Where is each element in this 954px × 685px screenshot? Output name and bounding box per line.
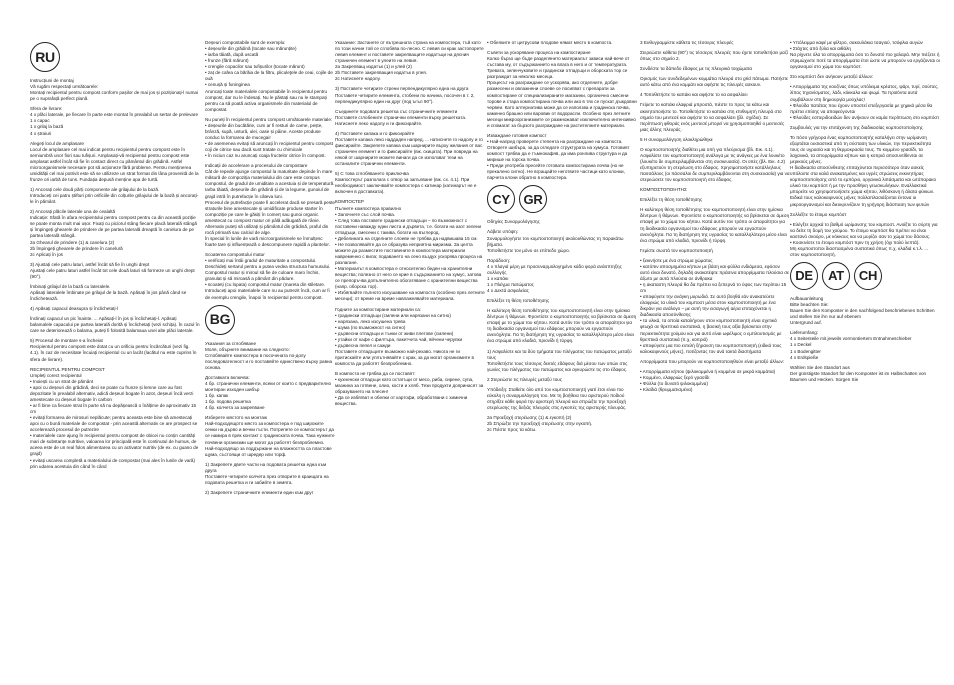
text-paragraph: 2 Στερεώστε τις πλευρές μεταξύ τους [487, 376, 563, 382]
text-paragraph: Lieferumfang: 4 x Seitenteile mit jeweils vormontiertem Entnahmeschieber 1 x Deckel 1 x Bodengitter 4 x Erdspieße [790, 330, 912, 360]
text-paragraph: 4) Apăsați capacul deasupra și înclichetați-l [30, 306, 119, 312]
country-badges [205, 305, 335, 335]
text-paragraph: Υπόδειξη: Σταθείτε όλο από τον κομποστοποιητή γιατί έτσι είναι πιο εύκολη η συναρμολόγηση του. Με τη βοήθεια του αριστερού ποδιού στηρίξτε κάθε φορά την αριστερή πλευρά και σπρώξτε την προεξοχή στερέωσης της δεξιάς πλευράς στις εγκοπές της αριστερής πλευράς. [487, 386, 627, 410]
text-paragraph: 5 Η συναρμολόγηση ολοκληρώθηκε [640, 136, 713, 142]
text-paragraph: Παράδοση: 4 x πλαγιά μέρη με προσυναρμολογημένο κάδο φορά ανάσπτηξης συλλογής 1 x καπάκι 1 x Πλέγμα πατώματος 4 x Δεκτά ασφαλείας [487, 257, 622, 293]
text-paragraph: Γεμίστε σωστά τον κομποστοποιητή [640, 247, 713, 253]
text-paragraph: ΚΟΜΠΟΣΤΟΠΟΙΗΤΗΣ [640, 187, 687, 193]
text-paragraph: Οδηγίες Συναρμολόγησης [487, 219, 540, 225]
text-paragraph: 4) Поставете капака и го фиксирайте Поставете капака леко наддаден напред, ... натиснете го надолу и го фиксирайте. Закрепете капака към шарнирите върху желания от вас страничен елемент и го фиксирайте (вж. скицата). При повреда на някой от шарнирите можете винаги да се използват тези на останалите странични елементи. [335, 130, 483, 167]
text-paragraph: Изберете мястото на монтаж Най-подходящото място за компостера е под широките сенки на дърво и вечни гъсти. Потрепете се компостерът да се намира в пряк контакт с градинската почва. Така нужните почвени организми ще могат да работят безпроблемно. Най-подходящо за поддържане на влажността са пластове щума, състоящи от шредер или торф. [205, 415, 335, 457]
text-paragraph: 5) Procesul de montare s-a încheiat Recipientul pentru compost este dotat cu un orificiu pentru încărcături (vezi fig. 4.1). În caz de necesitate încuiați recipientul cu un lacăt (lacătul nu este cuprins în sfera de livrare). [30, 338, 197, 362]
text-paragraph: Το πόσο γρήγορα ένας κομποστοποιητής καταλήγει στην ωρίμανση εξαρτάται ουσιαστικά από τη σύσταση των υλικών, την περιεκτικότητα τους σε υγρασία και τη θερμοκρασία τους. Το κομμένο γρασίδι, τα λαχανικά, τα απορρίμματα κήπων και η κοπριά αποσυντίθενται σε μερικούς μήνες. Η διαδικασία αποσύνθεσης επιταχύνεται περισσότερο όταν ασκείς υπόλοιπε στα καλά ανακατεμένες και υγρές στρώσεις εκκινητήρας κομποστοποίησης από το εμπόριο, οργανικά λιπάσματα και ωτόπαρακο υλικό του κομπόστ ή με την προσθήκη γεωσκωλήκων. Εναλλακτικά μπορείτε να χρησιμοποιήσετε χώμα κήπου, λιθόσκονη ή άλατα φύκιων. Ειδικά τους καλοκαιρινούς μήνες πολλαπλασιάζονται έντονα οι μικροοργανισμοί και διευκρυνίζουν τη γρήγορη διάσπαση των φυτών [790, 134, 937, 207]
text-paragraph: 5) С това сглобяването приключва Компостерът разполага с отвор за запълване (вж. сх. 4.1). При необходимост заключвайте компостера с катинар (катинарът не е включен в доставката). [335, 171, 477, 195]
text-paragraph: 3) Поставете четирите стрени перпендикулярно една на друга Поставете четирите елемента, стобени по начина, посочен в т. 2, перпендикулярно един на друг (под ъгъл 90°). [335, 86, 475, 104]
country-code-badge: CY [487, 185, 515, 213]
text-paragraph: Επιλέξτε τη θέση τοποθέτησης [487, 298, 550, 304]
country-code-badge: BG [205, 305, 235, 335]
country-code-badge: GR [519, 185, 547, 213]
country-code-badge: DE [790, 262, 818, 290]
text-paragraph: Deșeuri compostabile sunt de exemplu: • deșeurile din grădină (tocate sau mărunțite) • iarba tăiată, după uscată • frunze (fără mărunt) • crengile copacilor sau tufișurilor (tocate mărunt) • zaț de cafea ca bărăia de la filtru, pliculeţele de ceai, cojile de ouă • cenușă și funinginea Aruncați toate materialele compostabile în recipientul pentru compost, dar nu le îndesați. Nu le păstați sau nu le stampați pentru ca să poată activa organismele din materialul de compostat. [205, 40, 333, 112]
text-paragraph: RECIPIENTUL PENTRU COMPOST Umpleți corect recipientul • Inoiești cu un strat de pământ • apoi cu deșeuri din grădină, deci se poate cu frunze și lemne care au fost depozitate în prealabil alternativ, adică deșeuri bogate în azot, deșeuri încă verzi amestecate cu deșeuri bogate în carbon • ar fi bine ca fiecare strat în parte să nu depășească o înălțime de aproximativ 15 cm • evitați formarea de mirosuri neplăcute; pentru aceasta este bine să amestecați apoi cu o bună materiale de compostat - prin această alternativ ce are prospect se accelerează procesul de putrezire • materialele care ajung în recipientul pentru compost de obicei nu conțin cantități mari de substanțe nutritive, valoarea lor principală este în continutul de humus, de aceea este de un real folos alimentarea cu un activator nutritiv (de ex. cu guano de grajd) • evitați uscarea completă a materialului de compostat (mai ales în lunile de vară) prin udarea acestuia din când în când [30, 366, 199, 469]
country-badges [487, 185, 637, 213]
text-paragraph: Aufbauanleitung Bitte beachten Sie: Bauen Sie den Komposter in den nachfolgend beschriebenen Schritten und stellen Sie ihn nur auf ebenem Untergrund auf. [790, 296, 935, 326]
text-paragraph: Scoaterea compostului matur • verificați mai întâi gradul de maturitate a compostului. Deschideți sertarul pentru a putea vedea structura humusului. Compostul matur și miroul să fie de culoare maro închis, granulat și să miroasă a pământ din pădure. • scoateți (cu lopata) compostul matur (mareta din stiletare. Introduceți apoi materialele care nu au putrezit încă, cum ar fi de exemplu crengile, înapoi în recipientul pentru compost. [205, 252, 331, 300]
text-paragraph: 1) Ancorați cele două părți componente ale grilajului de la bază. Introduceți cei patru știfturi prin orificiile din colțurile grilajului de la bază și ancorați-le în pământ. [30, 187, 199, 205]
text-paragraph: 2a Προεξοχή στερέωσης (1) & εγκοπή (2) 2b Σπρώξτε την προεξοχή στερέωσης στην εγκοπή. 2c Πιέστε προς τα κάτω. [487, 415, 593, 433]
text-paragraph: Alegeți locul de amplasare Locul de amplasare cel mai indicat pentru recipientul pentru compost este în semiumbră unor fiori sau tufișuri. Amplasați-vă recipientul pentru compost este amplasat astfel încât să fie în contact direct cu pământul din grădină. Astfel microorganismele necesare pot să acționeze fără probleme. Pentru menținerea umidității cel mai potrivit este să se utilizeze un strat format din lâna provenită de la frunze ori iarbă de tuns. Fundația depusă menține apa de turtă. [30, 140, 199, 182]
text-paragraph: В компоста не трябва да се поставят: • кухненски отпадъци като остатъци от месо, риба, сирене, супа, мазнина за готвене, олио, кости и хляб. Тези продукти допринасят за образуването на плесен! • Да се избягват и обелки от картофи, обработвани с химични вещества. [335, 371, 484, 407]
text-paragraph: Επιλέξτε τη θέση τοποθέτησης [640, 197, 703, 203]
text-paragraph: Λάβετε υπόψη: Συναρμολογήστε τον κομποστοποιητή ακολουθώντας τη παρακάτω βήματα. Τοποθετήστε τον μόνο σε επίπεδο χώρο. [487, 229, 624, 253]
text-paragraph: • ξεκινήστε με ένα στρώμα χώματος • κατόπιν αποσμημένα κήπων με βάση και φύλλα ενδιάμεσα, εφόσον αυτό είναι δυνατό, δηλαδή ανακατέψτε πράσινα απορρίμματα πλούσια σε άζωτο με αυτά πλούσια σε άνθρακα • η ακαταστη πλευρά θα δα πρέπει να ξεπερνά το ύψος των περίπου 15 cm • αποφύγετε την ανάγκη μυρωδιά. Σε αυτό βοηθά εάν ανακατεύετε ελαφριώς τα υλικά του κομποστ μέσα στον κομποστοποιητή με ένα δικράνι για ανάλογο – με αυτή την εισαγωγή αέρα επιταχύνεται η διαδικασία αποσύνθεσης • τα υλικά, τα οποία καταλήγουν στον κομποστοποιητή είναι σχετικά φτωχά σε θρεπτικά συστατικά, η βασική τους αξία βρίσκεται στην περιεκτικότητα χούμου και για αυτό είναι ωφέλιμος ο εμπλουτισμός με θρεπτικά συστατικά (π.χ. κοπριά) • αποφύγετε μια πιο εντελή ξήρανση του κομποστοποιητή (ειδικά τους καλοκαιρινούς μήνες), ποτίζοντας τον ανά τακτά διαστήματα [640, 257, 790, 354]
country-code-badge: AT [822, 262, 850, 290]
text-paragraph: Годните за компостиране материали са: • градински отпадъци (смлени или нарязани на ситно) • нарязана, леко изсушена трева • шума (по възможност на ситно) • дървесни отпадъци и тънки от живи плетове (смлени) • утайки от кафе с филтъра, пакетчета чай, яйчени черупки • дървесна пепел и сажди Поставете отпадъците възможно най-рехаво. Никога не ги притискайте или уплътнявайте с крак, за да могат организмите в компоста да работят безпроблемно. [335, 306, 474, 367]
text-paragraph: Съвети за ускоряване процеса на компостиране Колко бързо ще бъде разделянето материалът зависи най-вече от състава му, от съдържанието на влага в него и от температурата. Тревата, зеленчуковите и градински отпадъци и оборската тор се разграждат за няколко месеца. Процесът на разграждане се ускорява, ако отделните, добре размесени и овлажнени слоеве се посипват с препарати за компостиране от специализираните магазини, органично смесени торове и стара компостирана почва или ако в тях се пускат дъждовни червеи. Като алтернатива може да се използва и градинска почва, каменно брашно или варовик от водорасли. Особено през летните месеци микроорганизмите се размножават изключително интензивно и спомагат за бързото разграждане на растителните материали. [487, 50, 637, 128]
country-code-badge: CH [854, 262, 882, 290]
text-paragraph: Съединете подовата решетка със страничните елементи Поставете сглобените странични елементи върху решетката. Натиснете леко надолу и ги фиксирайте. [335, 108, 467, 126]
column-romanian-bulgarian [205, 40, 335, 500]
text-paragraph: Ορισμός των συνδεδεμένων κομμάτια πλευρά στο grid πάτωμα. Πατήστε αυτό κάτω από ένα κομμάτι και αφήστε τις πλευρές ασκουν. [640, 76, 789, 88]
text-paragraph: Изваждане готовия компост • Най-напред проверете степента на разграждане на компоста. Отворете шибъра, за да огледате структурата на хумуса. Готовият компост трябва да е тъмнокафяв, да има ронлива структура и да мирише на горска почва. • Преди употреба пресейте готовата компостирана почва (но не прекалено ситно). Не вгращайте неготвите частици като клонки, парчета клони обратно в компостера. [487, 132, 630, 181]
text-paragraph: Ο κομποστοποιητής διαθέτει μια οπή για πλεύρισμα (βλ. Εικ. 4.1). Ασφαλίστε τον κομποστοποιητή ανάλογα με τις ανάγκες με ένα λουκέτο (λουκέτο δε συμπεριλαμβάνεται στη συσκευασία). Οι οπές (βλ. Εικ. 4.2) εξυπηρετούν τη στερέωση στο έδαφος. Χρησιμοποιήστε κατάλληλους πασσάλους (οι πάσσαλοι δε συμπεριλαμβάνονται στη συσκευασία) για να στερεώσετε τον κομποστοποιητή στο έδαφος. [640, 146, 790, 183]
text-paragraph: 2) Ancorați plăcile laterale una de cealaltă Indicație: Sfată în afara recipientului pentru compost pentru ca din această poziție se poate monta mult mai ușor. Fixați cu piciorul stâng fiecare placă laterală stângă și împingeți ghearele de prindere de pe partea laterală dreaptă în canelura de pe partea laterală stângă. 2a Ghearul de prindere (1) & canelura (2) 2b Împingeți ghearele de prindere în canelură 2c Aplicați în jos [30, 209, 197, 257]
text-paragraph: Η καλύτερη θέση τοποθέτησης του κομποστοποιητή είναι στην ημίσκια δέντρων ή θάμνων. Φροντίστε ο κομποστοποιητής να βρίσκεται σε άμεση επαφή με το χώμα του κήπου. Κατά αυτόν τον τρόπο οι απαραίτητοι για τη διαδικασία οργανισμοί του εδάφους μπορούν να εργαστούν ανενόχλητα. Για τη διατήρηση της υγρασίας το καταλληλότερο μέσο είναι ένα στρώμα από κλαδιά, πριονίδι ή τύρφη. [487, 308, 637, 344]
text-paragraph: Στο κομπόστ δεν ανήκουν μεταξύ άλλων: [790, 74, 874, 80]
column-romanian [30, 40, 200, 474]
column-bulgarian [335, 40, 485, 412]
text-paragraph: Στερεώστε κάθετα (90°) τις τέσσερις πλευρές που έχετε τοποθετήσει μαζί όπως στο σημείο 2. [640, 50, 788, 62]
text-paragraph: Sfera de livrare: 4 x plăci laterale, pe fiecare în parte este montat în prealabil un sertar de prelevare 1 x capac 1 x grilaj la bază 4 x ștraiuri [30, 106, 199, 136]
text-paragraph: Indicații de accelerare a procesului de compostare Cât de repede ajunge compostul la maturitate depinde în mare măsură de compoziția materialului din care este compus compostul, de gradul de umiditate a acestuia și de temperatură. Iarba tăiată, deșeurile din grădină și de la legume, gunoiul de grajd intră în putrefacție în câteva luni. Procesul de putrefacție poate fi accelerat dacă se presară peste straturile bine amestecate și umidificate produse starter în compoziție pe care le găsiți în comerț sau gunoi organic amestecat cu compost matur ori pâlă adăugată de rânie. Alternativ puteți să utilizați și pământul din grădină, praful din rocă primară sau calciul de alge. În special în lunile de vară microorganismele se înmulțesc foarte tare și influențează o descompunere rapidă a plantelor. [205, 163, 335, 247]
text-paragraph: Указания за сглобяване Моля, обърнете внимание на следното: Сглобявайте компостера в посочената по-долу последователност и го поставяйте единствено върху равна основа. [205, 340, 333, 370]
column-greek [640, 40, 790, 397]
country-code-badge: RU [30, 42, 60, 72]
column-bulgarian-greek [487, 40, 637, 437]
text-paragraph: 1) Закрепете двете части на подовата решетка една към друга Поставете четирите колчета през отворите в краищата на подовата решетка и ги забийте в земята. [205, 461, 329, 485]
text-paragraph: 2) Закрепете страничните елементи един към друг [205, 489, 314, 495]
column-greek-german [790, 40, 940, 387]
text-paragraph: • Απορρίμματα της κουζίνας όπως υπόλειμα κρέατος, ψάρι, τυρί, σούπες, λίπος τηγανίσματος, λάδι, κόκκαλα και ψωμί. Τα προϊόντα αυτά συμβάλουν στη δημιουργία μούχλας! • Φλούδα πατάτας που έχουν υποστεί επεξεργασία με χημικά μέσα θα πρέπει επίσης να αποφεύγονται • Φλούδες εσπεριδοειδών δεν ανήκουν σε καμία περίπτωση στο κομπόστ [790, 84, 940, 120]
country-badges [790, 262, 940, 290]
text-paragraph: Γείρετε το καπάκι ελαφριά μπροστά, πιέστε το προς τα κάτω και ακινητοποιήστε το. Τοποθετήστε το καπάκι στη επιθυμητή πλευρά στο σημείο του μεντεσέ και αφήστε το να ασφαλίσει (βλ. σχέδιο). Σε περίπτωση φθοράς ενός μεντεσέ μπορεί να χρησιμοποιηθεί ο μεντεσές μιας άλλης πλευράς. [640, 102, 785, 132]
text-paragraph: Nu puneți în recipientul pentru compost următoarele materiale: • deșeurile din bucătărie, cum ar fi resturi de carne, pește, brânză, supă, untură, ulei, oase și pâine. Aceste produse conduc la formarea de mucegai! • de asemenea evitați să aruncați în recipientul pentru compost coji de citrice sau dacă sunt tratate cu chimicale • în niciun caz nu aruncați coaja fructelor citrice în compost. [205, 116, 334, 159]
text-paragraph: Συλλέξτε το έτοιμο κομπόστ [790, 211, 847, 217]
text-paragraph: Указание: Застанете от вътрешната страна на компостера, тъй като по този начин той се сглобява по-лесно. С левия си крак застопорете левия елемент и поставете закрепващите издатъци на дясния страничен елемент в улеите на левия. 2а Закрепващ издатък (1) и улей (2) 2b Поставете закрепващия издатък в улея. 2c Натиснете надолу. [335, 40, 484, 82]
text-paragraph: • Απορρίμματα κήπου (ψιλοκομμένα ή κομμένα σε μικρά κομμάτια) • Κομμένο, ελαφριώς ξερό γρασίδι • Φύλλα (το δυνατό ψιλοκομμένα) • Κλαδιά (θρυμματισμένα) [640, 368, 776, 392]
text-paragraph: • Обелките от цитрусови плодове нямат място в компоста. [487, 40, 613, 45]
text-paragraph: Îmbinați grilajul de la bază cu lateralele. Apăsați lateralele îmbinate pe grilajul de la bază. Apăsați în jos până când se înclichetează. [30, 283, 187, 301]
text-paragraph: Συνδέστε τα δάπεδο έδαφος με τις πλευρικά τοιχώματα [640, 66, 753, 72]
text-paragraph: Η καλύτερη θέση τοποθέτησης του κομποστοποιητή είναι στην ημίσκια δέντρων ή θάμνων. Φροντίστε ο κομποστοποιητής να βρίσκεται σε άμεση επαφή με το χώμα του κήπου. Κατά αυτόν τον τρόπο οι απαραίτητοι για τη διαδικασία οργανισμοί του εδάφους μπορούν να εργαστούν ανενόχλητα. Για τη διατήρηση της υγρασίας το καταλληλότερο μέσο είναι ένα στρώμα από κλαδιά, πριονίδι ή τύρφη. [640, 207, 790, 243]
text-paragraph: Înclinați capacul un pic înainte. ... Apăsați-l în jos și înclichetați-l. Apăsați balamalele capacului pe partea laterală dorită și înclichetați (vezi schița). În cazul în care se deteriorează o balama, puteți fi folosită balamaua unei alte plăci laterale. [30, 316, 200, 334]
text-paragraph: 3) Ajustați cele patru laturi, astfel încât să fie în unghi drept Ajustați cele patru laturi astfel încât tot cele două laturi să formeze un unghi drept (90°). [30, 261, 195, 279]
text-paragraph: 4 Τοποθετήστε το καπάκι και αφήστε το να ασφαλίσει [640, 92, 748, 98]
country-badges [30, 42, 200, 72]
text-paragraph: • Ελέγξτε αρχικά το βαθμό ωρίμανσης του κομποστ. Ανοίξτε το σύρτη για να δείτε τη δομή του χούμου. Το έτοιμο κομπόστ θα πρέπει να είναι καστανό σκούρο, με κόκκους και να μυρίζει σαν το χώμα του δάσους. • Κοσκινίστε το έτοιμο κομπόστ πριν τη χρήση (όχι πολύ λεπτά). Μη κομποστοποι διασπασμένα συστατικά όπως π.χ. κλαδιά κ.τ.λ. ... στον κομποστοποιητή. [790, 221, 938, 257]
text-paragraph: Instrucțiuni de montaj Vă rugăm respectați următoarele: Montați recipientul pentru compost conform pașilor de mai jos și poziționați-l numai pe o suprafață perfect plană. [30, 78, 199, 102]
text-paragraph: 1) Ασφαλίστε και τα δύο τμήματα του πλέγματος του πατώματος μεταξύ τους Τοποθετήστε τους τέσσερις δεκτές εδάφους διά μέσου των οπών στις γωνίες του πλέγματος του πατώματος και αγκυρώστε τις στο έδαφος. [487, 348, 632, 372]
text-paragraph: 3 Ευθυγραμμίστε κάθετα τις τέσσερις πλευρές [640, 40, 734, 45]
text-paragraph: Wählen Sie den Standort aus Der günstigste Standort für den Komposter ist im Halbschatten von Bäumen und Hecken. Sorgen Sie [790, 364, 927, 382]
text-paragraph: Доставката включва: 4 бр. странични елементи, всеки от които с предварително монтиран изходен шибър 1 бр. капак 1 бр. подова решетка 4 бр. колчета за закрепване [205, 374, 332, 411]
text-paragraph: • Υπόλειμμα καφέ με φίλτρο, σακουλάκια τσαγιού, τσόφλια αυγών • Στάχτες από ξύλα και αιθάλη Να ρίχνετε όλα τα απορρίμματα όσο το δυνατό πιο χαλαρά. Μην πιέζετε ή στριμώχνετε ποτέ τα απορρίμματα έτσι ώστε να μπορούν να εργάζονται οι οργανισμοί στο χώμα του κομπόστ. [790, 40, 940, 70]
text-paragraph: Απορρίμματα που μπορούν να κομποστοποιηθούν είναι μεταξύ άλλων: [640, 358, 785, 364]
text-paragraph: Συμβουλές για την επιτάχυνση της διαδικασίας κομποστοποίησης [790, 124, 923, 130]
text-paragraph: КОМПОСТЕР Пълнете компостера правилно • Започнете със слой почва. • След това поставете градински отпадъци – по възможност с поставени наважду едни листа и дървета, т.е. богати на азот зелени отпадъци, смесени с такива, богати на въглерод. • Дебелината на отделните слоеве не трябва да надвишава 15 см. • Не позволявайте да се образува неприятна миризма. За целта можете да разместите поставените в компостера материали навременно с вила; подаването на сено въздух ускорява процеса на разлагане. • Материалът в компостера е относително беден на хранителни вещества; полезно от него се крие в съдържанието на хумус, затова се препоръчва допълнително обогатяване с хранителни вещества (напр. оборска тор). • Избягвайте пълното изсушаване на компоста (особено през летните месеци); от време на време навлажнявайте материала. [335, 199, 485, 302]
